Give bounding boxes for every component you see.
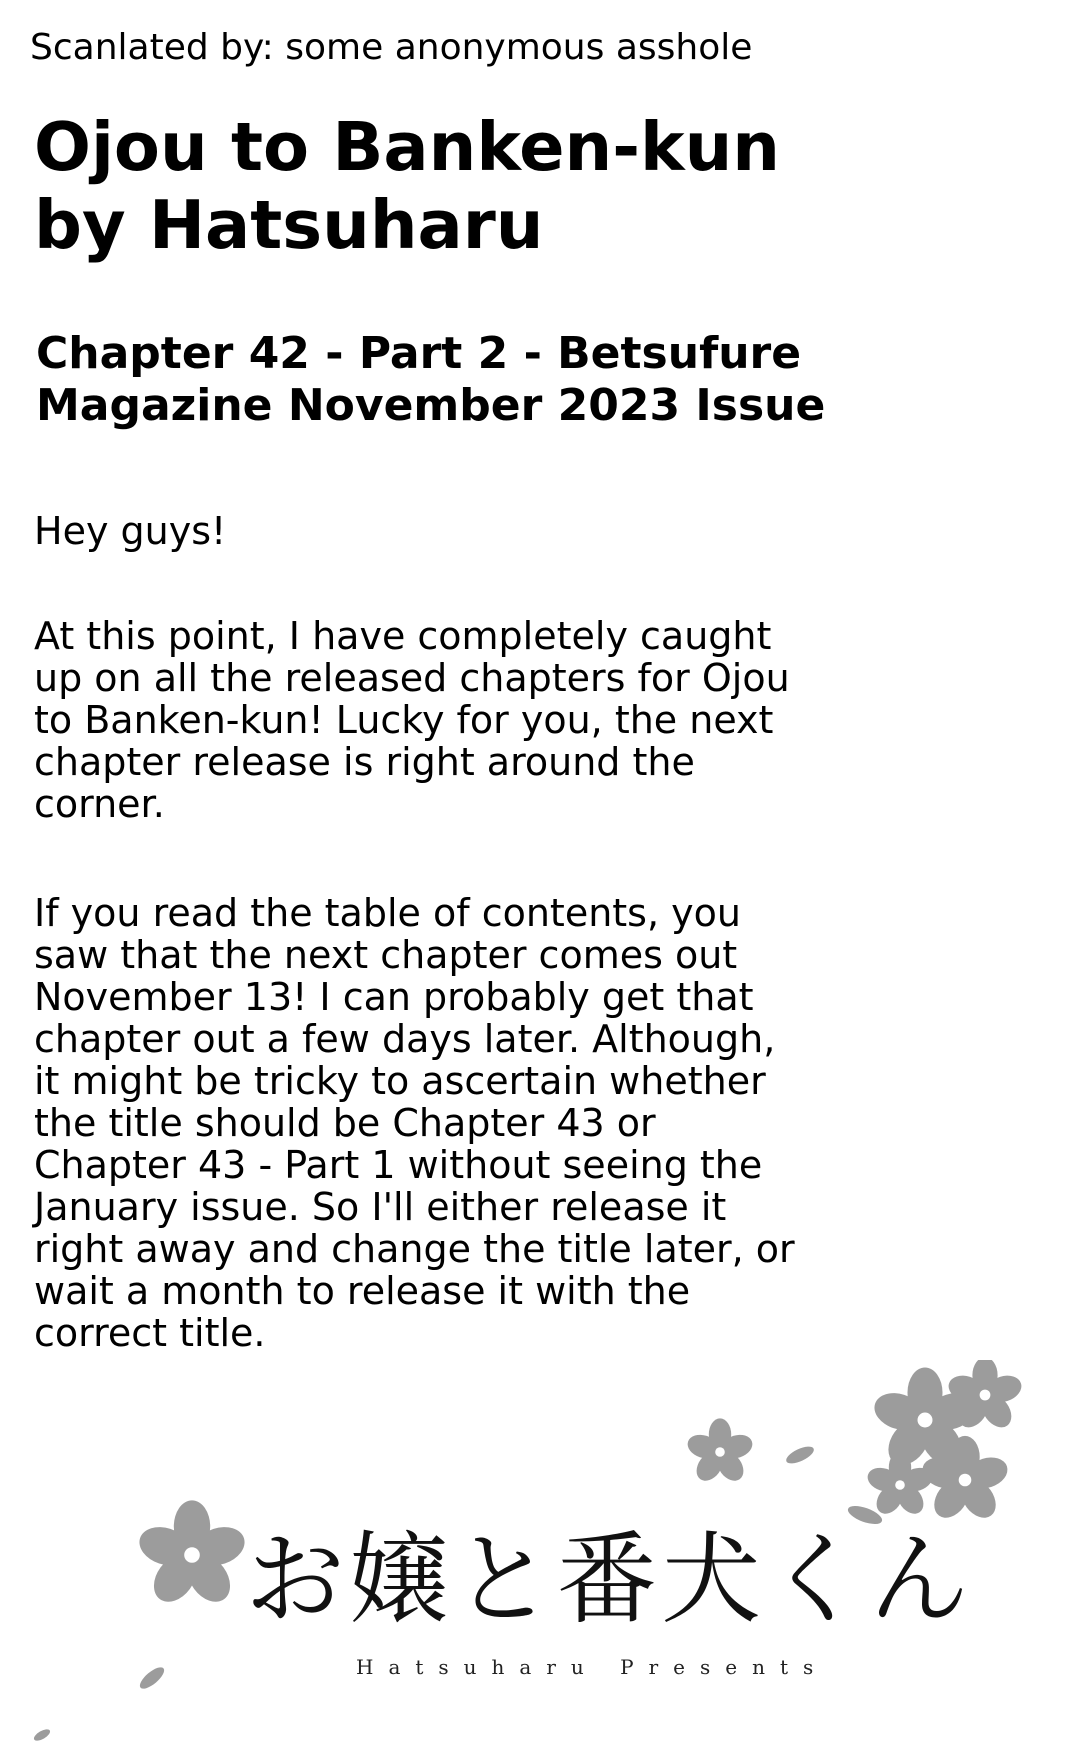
chapter-title-line-2: Magazine November 2023 Issue [36,380,826,431]
logo-subtitle: Hatsuharu Presents [356,1655,829,1679]
paragraph-line: up on all the released chapters for Ojou [34,656,790,700]
petal-icon [137,1664,168,1692]
chapter-title [36,328,825,432]
petal-icon [32,1727,52,1743]
paragraph-line: the title should be Chapter 43 or [34,1101,656,1145]
paragraph-line: wait a month to release it with the [34,1269,691,1313]
paragraph-line: chapter out a few days later. Although, [34,1017,776,1061]
paragraph-line: correct title. [34,1311,266,1355]
sakura-icon [134,1500,249,1609]
paragraph-line: Chapter 43 - Part 1 without seeing the [34,1143,763,1187]
series-title-line-2: by Hatsuharu [34,186,544,264]
petal-icon [784,1443,816,1467]
chapter-title-line-1: Chapter 42 - Part 2 - Betsufure [36,328,802,379]
paragraph-line: saw that the next chapter comes out [34,933,738,977]
series-title-line-1: Ojou to Banken-kun [34,108,780,186]
paragraph-line: November 13! I can probably get that [34,975,754,1019]
paragraph-line: corner. [34,782,165,826]
greeting-text: Hey guys! [34,509,227,553]
scanlator-credit: Scanlated by: some anonymous asshole [30,27,753,68]
sakura-icon [685,1418,756,1485]
series-logo [0,1360,1070,1764]
paragraph-line: January issue. So I'll either release it [34,1185,727,1229]
paragraph-line: If you read the table of contents, you [34,891,741,935]
logo-japanese-title: お嬢と番犬くん [245,1521,973,1638]
paragraph-caught-up [34,615,790,825]
paragraph-next-chapter [34,892,795,1354]
sakura-icon [865,1451,936,1518]
paragraph-line: At this point, I have completely caught [34,614,772,658]
paragraph-line: right away and change the title later, or [34,1227,795,1271]
paragraph-line: it might be tricky to ascertain whether [34,1059,766,1103]
paragraph-line: to Banken-kun! Lucky for you, the next [34,698,774,742]
series-title [34,108,780,264]
paragraph-line: chapter release is right around the [34,740,695,784]
